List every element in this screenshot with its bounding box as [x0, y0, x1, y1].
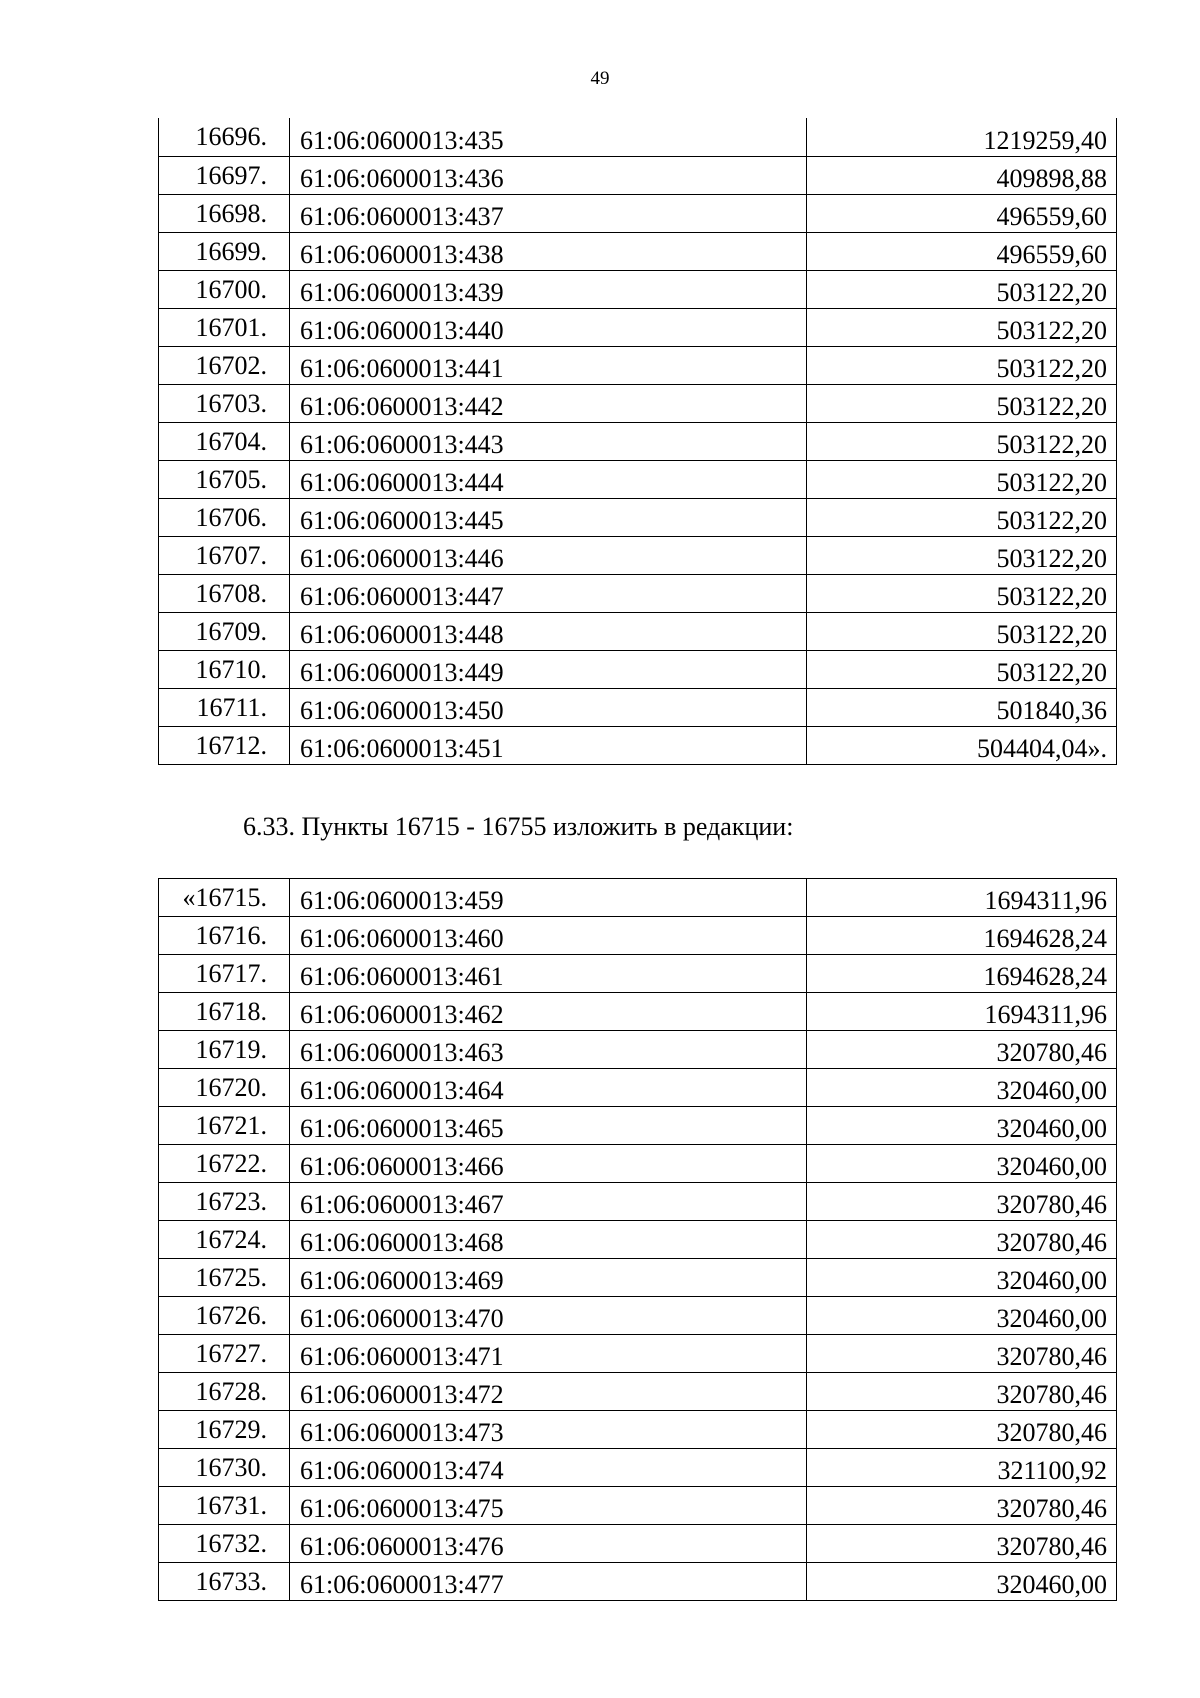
- row-number-cell: 16709.: [159, 612, 290, 650]
- row-number-cell: 16721.: [159, 1107, 290, 1145]
- row-number-cell: 16712.: [159, 726, 290, 764]
- cadastral-value-cell: 320780,46: [807, 1373, 1117, 1411]
- cadastral-number-cell: 61:06:0600013:446: [290, 536, 807, 574]
- row-number-cell: 16731.: [159, 1487, 290, 1525]
- cadastral-number-cell: 61:06:0600013:472: [290, 1373, 807, 1411]
- row-number-cell: 16697.: [159, 156, 290, 194]
- cadastral-value-cell: 503122,20: [807, 650, 1117, 688]
- row-number-cell: 16703.: [159, 384, 290, 422]
- table-row: [159, 1031, 1117, 1069]
- table-row: [159, 955, 1117, 993]
- cadastral-number-cell: 61:06:0600013:440: [290, 308, 807, 346]
- cadastral-value-cell: 320780,46: [807, 1335, 1117, 1373]
- row-number-cell: 16717.: [159, 955, 290, 993]
- cadastral-number-cell: 61:06:0600013:443: [290, 422, 807, 460]
- cadastral-number-cell: 61:06:0600013:465: [290, 1107, 807, 1145]
- cadastral-value-cell: 1694311,96: [807, 993, 1117, 1031]
- table-row: [159, 993, 1117, 1031]
- row-number-cell: 16729.: [159, 1411, 290, 1449]
- page-number: 49: [590, 68, 610, 89]
- cadastral-value-cell: 501840,36: [807, 688, 1117, 726]
- table-row: [159, 1525, 1117, 1563]
- cadastral-number-cell: 61:06:0600013:447: [290, 574, 807, 612]
- cadastral-value-cell: 1219259,40: [807, 118, 1117, 156]
- cadastral-number-cell: 61:06:0600013:460: [290, 917, 807, 955]
- cadastral-number-cell: 61:06:0600013:449: [290, 650, 807, 688]
- table-row: [159, 460, 1117, 498]
- table-row: [159, 1373, 1117, 1411]
- row-number-cell: 16701.: [159, 308, 290, 346]
- cadastral-number-cell: 61:06:0600013:435: [290, 118, 807, 156]
- cadastral-value-cell: 320780,46: [807, 1411, 1117, 1449]
- table-row: [159, 156, 1117, 194]
- cadastral-number-cell: 61:06:0600013:473: [290, 1411, 807, 1449]
- cadastral-value-cell: 503122,20: [807, 422, 1117, 460]
- row-number-cell: 16724.: [159, 1221, 290, 1259]
- cadastral-number-cell: 61:06:0600013:439: [290, 270, 807, 308]
- cadastral-number-cell: 61:06:0600013:459: [290, 879, 807, 917]
- table-row: [159, 688, 1117, 726]
- cadastral-value-cell: 496559,60: [807, 194, 1117, 232]
- table-row: [159, 917, 1117, 955]
- row-number-cell: 16706.: [159, 498, 290, 536]
- row-number-cell: 16728.: [159, 1373, 290, 1411]
- cadastral-value-cell: 503122,20: [807, 612, 1117, 650]
- row-number-cell: 16698.: [159, 194, 290, 232]
- cadastral-number-cell: 61:06:0600013:470: [290, 1297, 807, 1335]
- cadastral-value-cell: 503122,20: [807, 346, 1117, 384]
- cadastral-value-cell: 320460,00: [807, 1563, 1117, 1601]
- cadastral-value-cell: 321100,92: [807, 1449, 1117, 1487]
- row-number-cell: 16716.: [159, 917, 290, 955]
- cadastral-value-cell: 320460,00: [807, 1145, 1117, 1183]
- cadastral-number-cell: 61:06:0600013:466: [290, 1145, 807, 1183]
- table-row: [159, 536, 1117, 574]
- cadastral-value-cell: 503122,20: [807, 270, 1117, 308]
- table-row: [159, 1183, 1117, 1221]
- row-number-cell: 16710.: [159, 650, 290, 688]
- cadastral-number-cell: 61:06:0600013:471: [290, 1335, 807, 1373]
- row-number-cell: 16707.: [159, 536, 290, 574]
- cadastral-value-table-2: [158, 878, 1117, 1601]
- cadastral-number-cell: 61:06:0600013:474: [290, 1449, 807, 1487]
- table-row: [159, 1335, 1117, 1373]
- cadastral-value-cell: 320460,00: [807, 1259, 1117, 1297]
- cadastral-value-cell: 409898,88: [807, 156, 1117, 194]
- cadastral-number-cell: 61:06:0600013:445: [290, 498, 807, 536]
- table-row: [159, 384, 1117, 422]
- row-number-cell: 16704.: [159, 422, 290, 460]
- table-row: [159, 1221, 1117, 1259]
- row-number-cell: 16723.: [159, 1183, 290, 1221]
- table-row: [159, 1107, 1117, 1145]
- table-row: [159, 118, 1117, 156]
- cadastral-value-cell: 1694628,24: [807, 955, 1117, 993]
- cadastral-value-cell: 320780,46: [807, 1221, 1117, 1259]
- row-number-cell: 16696.: [159, 118, 290, 156]
- row-number-cell: 16732.: [159, 1525, 290, 1563]
- cadastral-value-cell: 320460,00: [807, 1069, 1117, 1107]
- row-number-cell: 16699.: [159, 232, 290, 270]
- cadastral-number-cell: 61:06:0600013:450: [290, 688, 807, 726]
- cadastral-value-cell: 1694628,24: [807, 917, 1117, 955]
- table-row: [159, 1069, 1117, 1107]
- cadastral-number-cell: 61:06:0600013:469: [290, 1259, 807, 1297]
- row-number-cell: 16708.: [159, 574, 290, 612]
- table-row: [159, 346, 1117, 384]
- cadastral-value-cell: 503122,20: [807, 384, 1117, 422]
- row-number-cell: 16722.: [159, 1145, 290, 1183]
- cadastral-number-cell: 61:06:0600013:476: [290, 1525, 807, 1563]
- cadastral-number-cell: 61:06:0600013:451: [290, 726, 807, 764]
- table-row: [159, 1487, 1117, 1525]
- cadastral-number-cell: 61:06:0600013:467: [290, 1183, 807, 1221]
- row-number-cell: 16719.: [159, 1031, 290, 1069]
- row-number-cell: 16705.: [159, 460, 290, 498]
- table-row: [159, 612, 1117, 650]
- cadastral-number-cell: 61:06:0600013:442: [290, 384, 807, 422]
- cadastral-number-cell: 61:06:0600013:448: [290, 612, 807, 650]
- table-row: [159, 1449, 1117, 1487]
- cadastral-number-cell: 61:06:0600013:461: [290, 955, 807, 993]
- row-number-cell: 16730.: [159, 1449, 290, 1487]
- table-row: [159, 879, 1117, 917]
- table-row: [159, 270, 1117, 308]
- cadastral-number-cell: 61:06:0600013:441: [290, 346, 807, 384]
- cadastral-value-table-1: [158, 118, 1117, 765]
- row-number-cell: 16727.: [159, 1335, 290, 1373]
- cadastral-value-cell: 496559,60: [807, 232, 1117, 270]
- cadastral-value-cell: 503122,20: [807, 536, 1117, 574]
- table-row: [159, 308, 1117, 346]
- cadastral-value-cell: 1694311,96: [807, 879, 1117, 917]
- cadastral-value-cell: 503122,20: [807, 460, 1117, 498]
- row-number-cell: 16726.: [159, 1297, 290, 1335]
- row-number-cell: 16700.: [159, 270, 290, 308]
- table-row: [159, 726, 1117, 764]
- cadastral-value-cell: 320780,46: [807, 1487, 1117, 1525]
- table-row: [159, 194, 1117, 232]
- cadastral-number-cell: 61:06:0600013:437: [290, 194, 807, 232]
- table-row: [159, 574, 1117, 612]
- cadastral-number-cell: 61:06:0600013:477: [290, 1563, 807, 1601]
- table-row: [159, 1563, 1117, 1601]
- cadastral-number-cell: 61:06:0600013:438: [290, 232, 807, 270]
- table-row: [159, 1297, 1117, 1335]
- cadastral-value-cell: 320780,46: [807, 1031, 1117, 1069]
- cadastral-number-cell: 61:06:0600013:444: [290, 460, 807, 498]
- cadastral-value-cell: 320460,00: [807, 1297, 1117, 1335]
- row-number-cell: 16733.: [159, 1563, 290, 1601]
- cadastral-value-cell: 320780,46: [807, 1525, 1117, 1563]
- cadastral-number-cell: 61:06:0600013:436: [290, 156, 807, 194]
- table-row: [159, 422, 1117, 460]
- cadastral-value-cell: 503122,20: [807, 574, 1117, 612]
- cadastral-value-cell: 504404,04».: [807, 726, 1117, 764]
- cadastral-value-cell: 320460,00: [807, 1107, 1117, 1145]
- row-number-cell: 16711.: [159, 688, 290, 726]
- table-row: [159, 498, 1117, 536]
- row-number-cell: 16725.: [159, 1259, 290, 1297]
- table-row: [159, 1145, 1117, 1183]
- cadastral-value-cell: 503122,20: [807, 308, 1117, 346]
- cadastral-value-cell: 503122,20: [807, 498, 1117, 536]
- table-row: [159, 1259, 1117, 1297]
- cadastral-number-cell: 61:06:0600013:462: [290, 993, 807, 1031]
- row-number-cell: 16720.: [159, 1069, 290, 1107]
- table-row: [159, 232, 1117, 270]
- table-row: [159, 1411, 1117, 1449]
- section-heading: 6.33. Пункты 16715 - 16755 изложить в редакции:: [243, 812, 794, 841]
- row-number-cell: 16718.: [159, 993, 290, 1031]
- row-number-cell: 16702.: [159, 346, 290, 384]
- table-row: [159, 650, 1117, 688]
- cadastral-value-cell: 320780,46: [807, 1183, 1117, 1221]
- row-number-cell: «16715.: [159, 879, 290, 917]
- cadastral-number-cell: 61:06:0600013:463: [290, 1031, 807, 1069]
- cadastral-number-cell: 61:06:0600013:475: [290, 1487, 807, 1525]
- cadastral-number-cell: 61:06:0600013:468: [290, 1221, 807, 1259]
- cadastral-number-cell: 61:06:0600013:464: [290, 1069, 807, 1107]
